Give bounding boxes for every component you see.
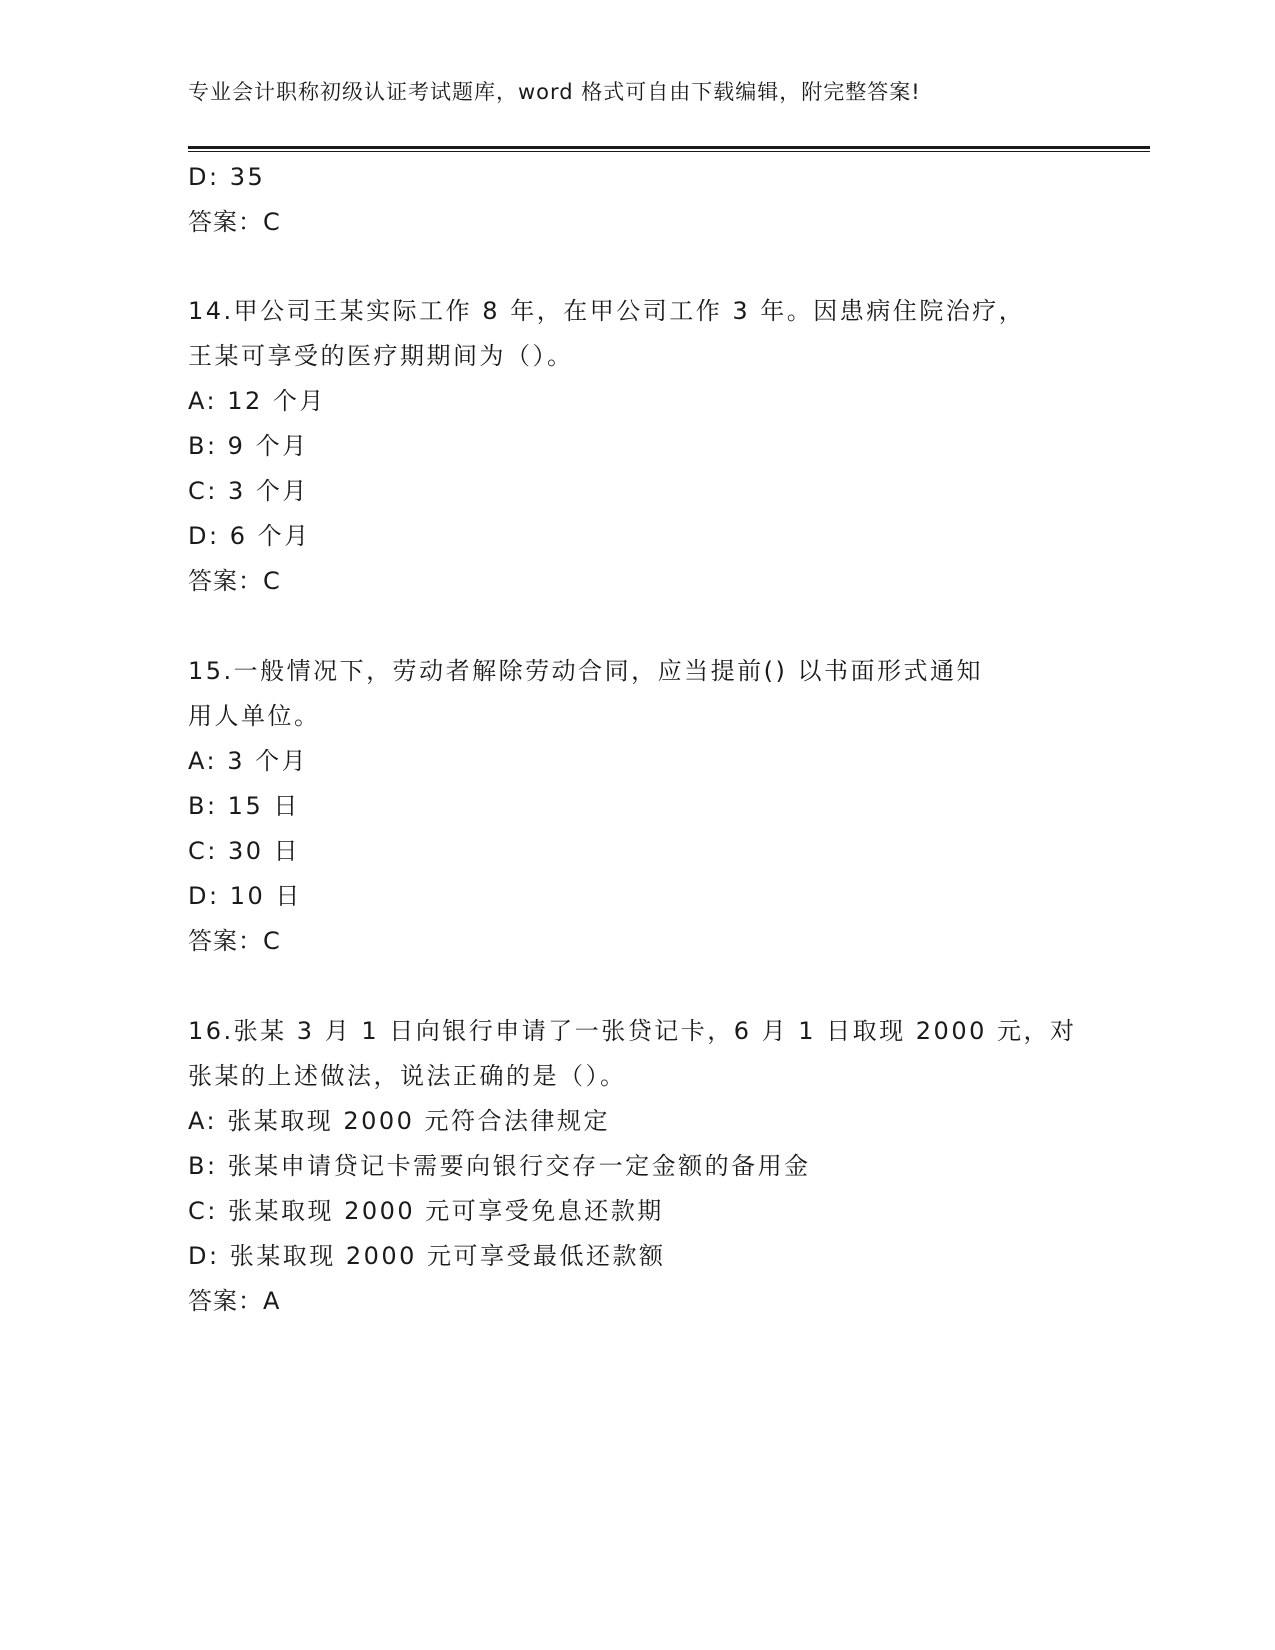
option-line: D: 35 [188,163,266,191]
question-line: 14.甲公司王某实际工作 8 年，在甲公司工作 3 年。因患病住院治疗， [188,297,1026,325]
answer-line: 答案：C [188,567,281,595]
option-line: B: 15 日 [188,792,300,820]
option-line: D: 10 日 [188,882,302,910]
option-line: B: 张某申请贷记卡需要向银行交存一定金额的备用金 [188,1152,811,1180]
option-line: A: 12 个月 [188,387,326,415]
page-header: 专业会计职称初级认证考试题库，word 格式可自由下载编辑，附完整答案! [188,80,921,104]
option-line: D: 张某取现 2000 元可享受最低还款额 [188,1242,666,1270]
answer-line: 答案：C [188,208,281,236]
question-line: 16.张某 3 月 1 日向银行申请了一张贷记卡，6 月 1 日取现 2000 元，对 [188,1017,1077,1045]
question-line: 王某可享受的医疗期期间为（）。 [188,342,574,370]
answer-line: 答案：C [188,927,281,955]
option-line: C: 30 日 [188,837,301,865]
question-line: 张某的上述做法，说法正确的是（）。 [188,1062,627,1090]
answer-line: 答案：A [188,1287,281,1315]
header-rule-thin [188,151,1150,152]
header-rule-thick [188,146,1150,149]
option-line: A: 3 个月 [188,747,309,775]
option-line: C: 张某取现 2000 元可享受免息还款期 [188,1197,664,1225]
option-line: C: 3 个月 [188,477,309,505]
option-line: B: 9 个月 [188,432,309,460]
option-line: D: 6 个月 [188,522,311,550]
question-line: 15.一般情况下，劳动者解除劳动合同，应当提前() 以书面形式通知 [188,657,984,685]
option-line: A: 张某取现 2000 元符合法律规定 [188,1107,611,1135]
question-line: 用人单位。 [188,702,321,730]
